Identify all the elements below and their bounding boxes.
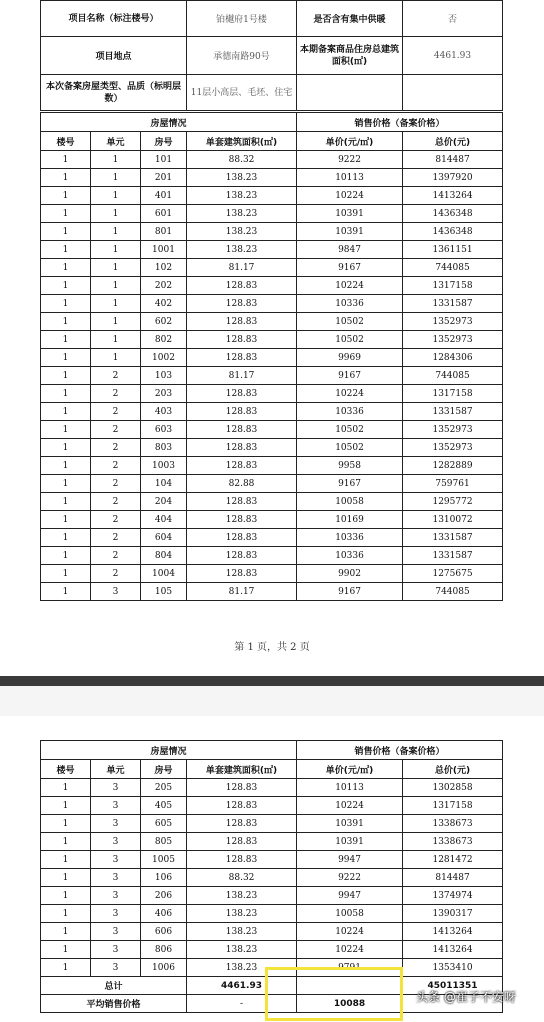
table-cell: 759761 xyxy=(403,475,503,493)
table-cell: 1 xyxy=(41,439,91,457)
col-building: 楼号 xyxy=(41,760,91,779)
table-cell: 3 xyxy=(91,851,141,869)
table-cell: 1 xyxy=(91,187,141,205)
table-cell: 2 xyxy=(91,565,141,583)
table-cell: 3 xyxy=(91,887,141,905)
table-row xyxy=(41,421,503,439)
table-cell: 10224 xyxy=(297,941,403,959)
table-cell: 404 xyxy=(141,511,187,529)
col-total-price: 总价(元) xyxy=(403,760,503,779)
table-cell: 10058 xyxy=(297,493,403,511)
table-cell: 1 xyxy=(41,941,91,959)
total-area-label: 本期备案商品住房总建筑面积(㎡) xyxy=(297,37,403,75)
table-cell: 10502 xyxy=(297,331,403,349)
price-table-page1 xyxy=(40,112,503,601)
table-cell: 1413264 xyxy=(403,941,503,959)
table-cell: 1281472 xyxy=(403,851,503,869)
table-cell: 1 xyxy=(41,349,91,367)
table-cell: 101 xyxy=(141,151,187,169)
table-cell: 1361151 xyxy=(403,241,503,259)
total-area: 4461.93 xyxy=(187,977,297,995)
table-row xyxy=(41,187,503,205)
table-cell: 128.83 xyxy=(187,439,297,457)
table-cell: 9969 xyxy=(297,349,403,367)
table-cell: 1302858 xyxy=(403,779,503,797)
table-cell: 1 xyxy=(41,887,91,905)
table-cell: 128.83 xyxy=(187,565,297,583)
table-row xyxy=(41,439,503,457)
table-cell: 128.83 xyxy=(187,779,297,797)
table-row xyxy=(41,493,503,511)
table-cell: 10169 xyxy=(297,511,403,529)
table-cell: 803 xyxy=(141,439,187,457)
table-cell: 1352973 xyxy=(403,331,503,349)
table-cell: 10113 xyxy=(297,169,403,187)
col-room: 房号 xyxy=(141,132,187,151)
table-cell: 138.23 xyxy=(187,905,297,923)
table-cell: 103 xyxy=(141,367,187,385)
table-cell: 802 xyxy=(141,331,187,349)
col-building: 楼号 xyxy=(41,132,91,151)
table-row xyxy=(41,349,503,367)
table-cell: 1 xyxy=(41,565,91,583)
table-cell: 3 xyxy=(91,941,141,959)
table-cell: 1284306 xyxy=(403,349,503,367)
table-cell: 1338673 xyxy=(403,815,503,833)
col-unit: 单元 xyxy=(91,132,141,151)
table-cell: 3 xyxy=(91,779,141,797)
table-cell: 1 xyxy=(41,187,91,205)
table-cell: 9947 xyxy=(297,887,403,905)
table-cell: 1002 xyxy=(141,349,187,367)
table-cell: 1331587 xyxy=(403,403,503,421)
total-price: 45011351 xyxy=(403,977,503,995)
table-cell: 102 xyxy=(141,259,187,277)
table-cell: 2 xyxy=(91,367,141,385)
table-cell: 1 xyxy=(41,169,91,187)
table-cell: 3 xyxy=(91,923,141,941)
table-cell: 406 xyxy=(141,905,187,923)
avg-dash: - xyxy=(187,995,297,1013)
table-cell: 10391 xyxy=(297,205,403,223)
table-row xyxy=(41,313,503,331)
table-cell: 1 xyxy=(41,223,91,241)
table-cell: 205 xyxy=(141,779,187,797)
table-cell: 2 xyxy=(91,421,141,439)
table-row xyxy=(41,169,503,187)
table-cell: 10336 xyxy=(297,295,403,313)
table-cell: 1317158 xyxy=(403,385,503,403)
table-cell: 3 xyxy=(91,905,141,923)
table-cell: 1331587 xyxy=(403,295,503,313)
project-name-label: 项目名称（标注楼号） xyxy=(41,1,187,37)
table-cell: 1295772 xyxy=(403,493,503,511)
table-cell: 10058 xyxy=(297,905,403,923)
table-cell: 2 xyxy=(91,439,141,457)
table-cell: 1390317 xyxy=(403,905,503,923)
heating-value: 否 xyxy=(403,1,503,37)
table-row xyxy=(41,259,503,277)
table-row xyxy=(41,583,503,601)
table-cell: 1 xyxy=(41,959,91,977)
table-cell: 202 xyxy=(141,277,187,295)
table-cell: 1 xyxy=(41,583,91,601)
table-cell: 1275675 xyxy=(403,565,503,583)
table-row xyxy=(41,241,503,259)
table-cell: 9958 xyxy=(297,457,403,475)
table-cell: 105 xyxy=(141,583,187,601)
table-cell: 1282889 xyxy=(403,457,503,475)
table-cell: 88.32 xyxy=(187,151,297,169)
heating-label: 是否含有集中供暖 xyxy=(297,1,403,37)
table-cell: 10502 xyxy=(297,439,403,457)
table-cell: 203 xyxy=(141,385,187,403)
table-cell: 405 xyxy=(141,797,187,815)
table-cell: 2 xyxy=(91,493,141,511)
table-cell: 1352973 xyxy=(403,439,503,457)
table-cell: 128.83 xyxy=(187,331,297,349)
table-cell: 3 xyxy=(91,869,141,887)
table-cell: 1 xyxy=(41,367,91,385)
page-separator xyxy=(0,676,544,686)
table-cell: 10224 xyxy=(297,385,403,403)
location-value: 承德南路90号 xyxy=(187,37,297,75)
table-row xyxy=(41,905,503,923)
table-cell: 3 xyxy=(91,583,141,601)
table-cell: 138.23 xyxy=(187,205,297,223)
table-cell: 402 xyxy=(141,295,187,313)
table-cell: 1 xyxy=(41,511,91,529)
table-cell: 1 xyxy=(41,815,91,833)
table-cell: 744085 xyxy=(403,583,503,601)
total-area-value: 4461.93 xyxy=(403,37,503,75)
table-cell: 1 xyxy=(91,349,141,367)
table-cell: 10336 xyxy=(297,403,403,421)
table-row xyxy=(41,923,503,941)
table-cell: 128.83 xyxy=(187,493,297,511)
table-cell: 10224 xyxy=(297,277,403,295)
table-cell: 1 xyxy=(41,205,91,223)
table-cell: 1317158 xyxy=(403,277,503,295)
table-cell: 1436348 xyxy=(403,205,503,223)
table-cell: 1317158 xyxy=(403,797,503,815)
table-cell: 138.23 xyxy=(187,941,297,959)
table-cell: 401 xyxy=(141,187,187,205)
table-cell: 1 xyxy=(41,779,91,797)
table-row xyxy=(41,511,503,529)
table-row xyxy=(41,403,503,421)
table-cell: 1 xyxy=(91,151,141,169)
table-cell: 1 xyxy=(91,259,141,277)
table-cell: 801 xyxy=(141,223,187,241)
table-cell: 2 xyxy=(91,547,141,565)
table-cell: 602 xyxy=(141,313,187,331)
table-cell: 1005 xyxy=(141,851,187,869)
table-cell: 10113 xyxy=(297,779,403,797)
project-name-value: 铂樾府1号楼 xyxy=(187,1,297,37)
table-row xyxy=(41,295,503,313)
table-cell: 1 xyxy=(41,241,91,259)
table-cell: 1352973 xyxy=(403,421,503,439)
table-cell: 138.23 xyxy=(187,241,297,259)
table-cell: 1331587 xyxy=(403,547,503,565)
table-cell: 1413264 xyxy=(403,923,503,941)
table-cell: 1353410 xyxy=(403,959,503,977)
location-label: 项目地点 xyxy=(41,37,187,75)
table-cell: 1436348 xyxy=(403,223,503,241)
table-cell: 9167 xyxy=(297,259,403,277)
table-cell: 128.83 xyxy=(187,529,297,547)
avg-price-value: 10088 xyxy=(297,995,403,1013)
table-cell: 2 xyxy=(91,511,141,529)
empty-cell xyxy=(403,75,503,111)
table-row xyxy=(41,887,503,905)
table-row xyxy=(41,851,503,869)
table-cell: 805 xyxy=(141,833,187,851)
table-cell: 1 xyxy=(41,529,91,547)
col-total-price: 总价(元) xyxy=(403,132,503,151)
table-cell: 744085 xyxy=(403,259,503,277)
table-row xyxy=(41,277,503,295)
table-cell: 128.83 xyxy=(187,815,297,833)
table-cell: 1 xyxy=(91,241,141,259)
table-cell: 2 xyxy=(91,529,141,547)
table-cell: 9222 xyxy=(297,869,403,887)
table-row xyxy=(41,815,503,833)
table-cell: 1 xyxy=(41,493,91,511)
table-row xyxy=(41,205,503,223)
watermark: 头条 @崔子不安呀 xyxy=(416,990,516,1004)
table-cell: 10224 xyxy=(297,187,403,205)
table-cell: 128.83 xyxy=(187,511,297,529)
table-cell: 138.23 xyxy=(187,187,297,205)
table-cell: 204 xyxy=(141,493,187,511)
table-cell: 1 xyxy=(41,313,91,331)
table-cell: 1374974 xyxy=(403,887,503,905)
table-cell: 606 xyxy=(141,923,187,941)
table-cell: 128.83 xyxy=(187,833,297,851)
table-row xyxy=(41,151,503,169)
table-cell: 806 xyxy=(141,941,187,959)
avg-price-label: 平均销售价格 xyxy=(41,995,187,1013)
table-cell: 10224 xyxy=(297,923,403,941)
table-cell: 1338673 xyxy=(403,833,503,851)
project-info-table xyxy=(40,0,503,111)
table-cell: 1397920 xyxy=(403,169,503,187)
table-cell: 1 xyxy=(41,277,91,295)
empty-cell xyxy=(297,75,403,111)
room-info-header: 房屋情况 xyxy=(41,741,297,760)
table-cell: 9847 xyxy=(297,241,403,259)
table-cell: 1 xyxy=(91,331,141,349)
table-row xyxy=(41,779,503,797)
table-row xyxy=(41,869,503,887)
table-cell: 1 xyxy=(91,313,141,331)
table-cell: 9902 xyxy=(297,565,403,583)
table-cell: 605 xyxy=(141,815,187,833)
table-cell: 1006 xyxy=(141,959,187,977)
table-cell: 128.83 xyxy=(187,295,297,313)
table-row xyxy=(41,565,503,583)
table-row xyxy=(41,223,503,241)
table-cell: 9167 xyxy=(297,475,403,493)
table-cell: 1 xyxy=(41,547,91,565)
table-cell: 138.23 xyxy=(187,887,297,905)
table-cell: 3 xyxy=(91,797,141,815)
col-unit-price: 单价(元/㎡) xyxy=(297,132,403,151)
table-cell: 2 xyxy=(91,385,141,403)
col-area: 单套建筑面积(㎡) xyxy=(187,760,297,779)
table-cell: 601 xyxy=(141,205,187,223)
table-cell: 1 xyxy=(91,205,141,223)
table-cell: 9791 xyxy=(297,959,403,977)
table-cell: 1 xyxy=(91,169,141,187)
table-cell: 10224 xyxy=(297,797,403,815)
total-label: 总计 xyxy=(41,977,187,995)
table-cell: 128.83 xyxy=(187,797,297,815)
table-cell: 1 xyxy=(41,457,91,475)
table-cell: 10336 xyxy=(297,547,403,565)
table-cell: 1 xyxy=(41,797,91,815)
table-cell: 128.83 xyxy=(187,313,297,331)
table-cell: 128.83 xyxy=(187,421,297,439)
table-cell: 1 xyxy=(41,833,91,851)
table-cell: 201 xyxy=(141,169,187,187)
table-cell: 814487 xyxy=(403,869,503,887)
table-cell: 1 xyxy=(91,277,141,295)
table-cell: 10336 xyxy=(297,529,403,547)
col-room: 房号 xyxy=(141,760,187,779)
table-cell: 10502 xyxy=(297,421,403,439)
table-cell: 10391 xyxy=(297,223,403,241)
table-cell: 3 xyxy=(91,815,141,833)
table-cell: 1413264 xyxy=(403,187,503,205)
table-cell: 138.23 xyxy=(187,923,297,941)
col-area: 单套建筑面积(㎡) xyxy=(187,132,297,151)
table-cell: 88.32 xyxy=(187,869,297,887)
table-cell: 9222 xyxy=(297,151,403,169)
table-cell: 3 xyxy=(91,833,141,851)
table-cell: 1001 xyxy=(141,241,187,259)
page-number: 第 1 页，共 2 页 xyxy=(234,642,310,653)
table-row xyxy=(41,797,503,815)
table-cell: 128.83 xyxy=(187,851,297,869)
table-cell: 81.17 xyxy=(187,259,297,277)
table-cell: 128.83 xyxy=(187,403,297,421)
table-cell: 128.83 xyxy=(187,277,297,295)
table-row xyxy=(41,367,503,385)
table-row xyxy=(41,941,503,959)
table-cell: 128.83 xyxy=(187,349,297,367)
table-cell: 1 xyxy=(41,475,91,493)
table-cell: 138.23 xyxy=(187,223,297,241)
table-cell: 3 xyxy=(91,959,141,977)
highlight-box xyxy=(265,967,403,1021)
table-cell: 81.17 xyxy=(187,583,297,601)
page-gap xyxy=(0,686,544,716)
table-cell: 9167 xyxy=(297,367,403,385)
table-row xyxy=(41,529,503,547)
table-row xyxy=(41,457,503,475)
table-cell: 604 xyxy=(141,529,187,547)
table-cell: 2 xyxy=(91,475,141,493)
table-cell: 82.88 xyxy=(187,475,297,493)
table-cell: 128.83 xyxy=(187,547,297,565)
table-cell: 1 xyxy=(91,295,141,313)
house-type-label: 本次备案房屋类型、品质（标明层数） xyxy=(41,75,187,111)
table-cell: 1310072 xyxy=(403,511,503,529)
table-cell: 1 xyxy=(41,259,91,277)
table-cell: 1003 xyxy=(141,457,187,475)
table-cell: 403 xyxy=(141,403,187,421)
table-cell: 1 xyxy=(41,385,91,403)
table-cell: 1 xyxy=(41,905,91,923)
table-cell: 1 xyxy=(41,421,91,439)
table-cell: 1 xyxy=(41,295,91,313)
table-row xyxy=(41,385,503,403)
table-cell: 10502 xyxy=(297,313,403,331)
table-row xyxy=(41,547,503,565)
table-cell: 206 xyxy=(141,887,187,905)
table-cell: 804 xyxy=(141,547,187,565)
table-cell: 814487 xyxy=(403,151,503,169)
table-cell: 2 xyxy=(91,403,141,421)
table-cell: 1004 xyxy=(141,565,187,583)
table-cell: 9947 xyxy=(297,851,403,869)
price-header: 销售价格（备案价格） xyxy=(297,741,503,760)
table-cell: 603 xyxy=(141,421,187,439)
table-cell: 138.23 xyxy=(187,959,297,977)
table-cell: 1 xyxy=(41,851,91,869)
table-cell: 1331587 xyxy=(403,529,503,547)
table-cell: 1352973 xyxy=(403,313,503,331)
house-type-value: 11层小高层、毛坯、住宅 xyxy=(187,75,297,111)
table-cell: 9167 xyxy=(297,583,403,601)
table-cell: 744085 xyxy=(403,367,503,385)
room-info-header: 房屋情况 xyxy=(41,113,297,132)
col-unit-price: 单价(元/㎡) xyxy=(297,760,403,779)
table-cell: 104 xyxy=(141,475,187,493)
table-cell: 1 xyxy=(91,223,141,241)
table-row xyxy=(41,833,503,851)
table-row xyxy=(41,331,503,349)
table-cell: 1 xyxy=(41,151,91,169)
table-cell: 128.83 xyxy=(187,457,297,475)
col-unit: 单元 xyxy=(91,760,141,779)
table-cell: 10391 xyxy=(297,815,403,833)
table-cell: 81.17 xyxy=(187,367,297,385)
table-cell: 10391 xyxy=(297,833,403,851)
table-cell: 2 xyxy=(91,457,141,475)
table-row xyxy=(41,475,503,493)
table-cell: 1 xyxy=(41,403,91,421)
table-cell: 128.83 xyxy=(187,385,297,403)
table-cell: 138.23 xyxy=(187,169,297,187)
table-cell: 1 xyxy=(41,923,91,941)
table-cell: 1 xyxy=(41,331,91,349)
table-cell: 106 xyxy=(141,869,187,887)
table-cell: 1 xyxy=(41,869,91,887)
price-header: 销售价格（备案价格） xyxy=(297,113,503,132)
